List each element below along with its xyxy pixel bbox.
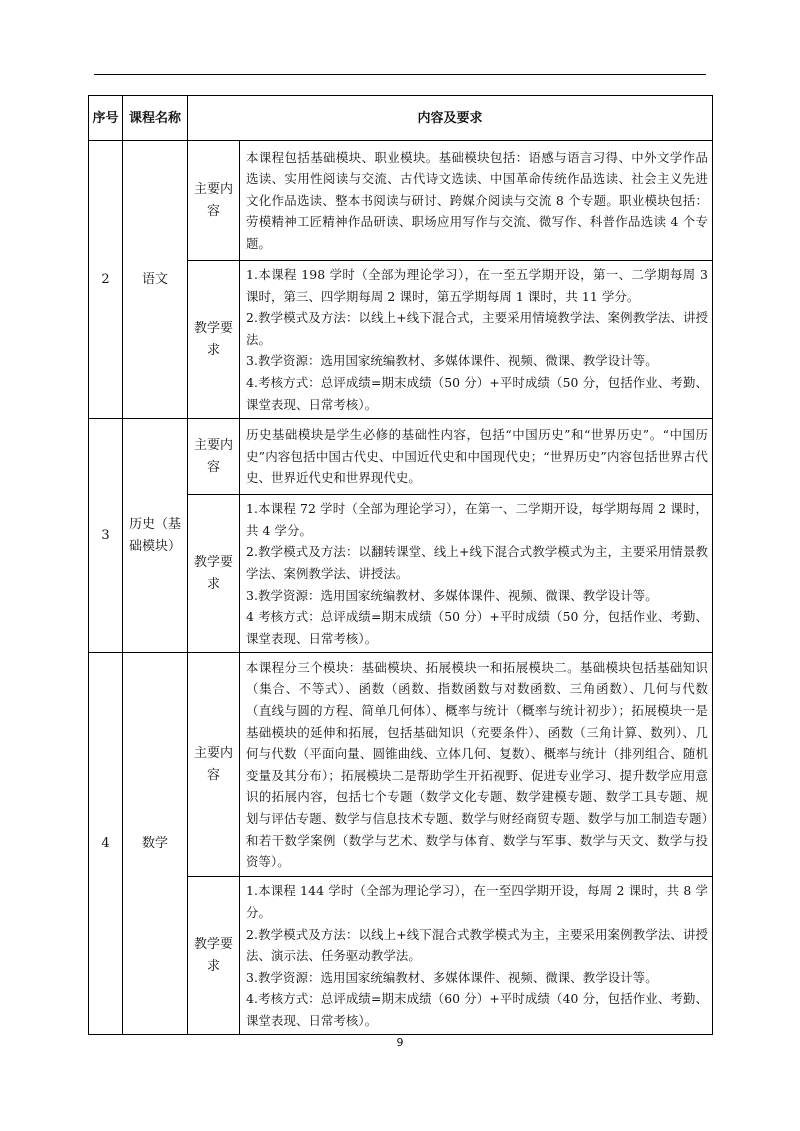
page-number: 9 (396, 1036, 404, 1049)
main-content: 本课程包括基础模块、职业模块。基础模块包括：语感与语言习得、中外文学作品选读、实用性阅读与交流、古代诗文选读、中国革命传统作品选读、社会主义先进文化作品选读、整本书阅读与研讨、跨媒介阅读与交流 8 个专题。职业模块包括：劳模精神工匠精神作品研读、职场应用写作与交流、微写作、科普作品选读 4 个专题。 (240, 141, 713, 261)
requirement-item: 1.本课程 72 学时（全部为理论学习），在第一、二学期开设，每学期每周 2 课时，共 4 学分。 (246, 501, 709, 538)
header-seq: 序号 (89, 96, 123, 141)
course-name: 语文 (123, 141, 188, 419)
main-content-label: 主要内容 (188, 653, 240, 877)
requirements-label: 教学要求 (188, 877, 240, 1035)
requirements (240, 495, 713, 653)
table-row (89, 653, 713, 877)
requirement-item: 4.考核方式：总评成绩=期末成绩（60 分）+平时成绩（40 分，包括作业、考勤、课堂表现、日常考核）。 (246, 991, 709, 1028)
header-rule (94, 74, 706, 75)
requirement-item: 2.教学模式及方法：以线上+线下混合式，主要采用情境教学法、案例教学法、讲授法。 (246, 310, 709, 347)
table-row (89, 141, 713, 261)
requirements (240, 261, 713, 419)
header-content: 内容及要求 (188, 96, 713, 141)
requirements-label: 教学要求 (188, 495, 240, 653)
requirement-item: 1.本课程 144 学时（全部为理论学习），在一至四学期开设，每周 2 课时，共 8 学分。 (246, 883, 709, 920)
requirement-item: 1.本课程 198 学时（全部为理论学习），在一至五学期开设，第一、二学期每周 3 课时，第三、四学期每周 2 课时，第五学期每周 1 课时，共 11 学分。 (246, 267, 709, 304)
course-name: 数学 (123, 653, 188, 1035)
main-content: 历史基础模块是学生必修的基础性内容，包括“中国历史”和“世界历史”。“中国历史”内容包括中国古代史、中国近代史和中国现代史；“世界历史”内容包括世界古代史、世界近代史和世界现代史。 (240, 419, 713, 495)
header-course-name: 课程名称 (123, 96, 188, 141)
main-content: 本课程分三个模块：基础模块、拓展模块一和拓展模块二。基础模块包括基础知识（集合、不等式）、函数（函数、指数函数与对数函数、三角函数）、几何与代数（直线与圆的方程、简单几何体）、概率与统计（概率与统计初步）；拓展模块一是基础模块的延伸和拓展，包括基础知识（充要条件）、函数（三角计算、数列）、几何与代数（平面向量、圆锥曲线、立体几何、复数）、概率与统计（排列组合、随机变量及其分布）；拓展模块二是帮助学生开拓视野、促进专业学习、提升数学应用意识的拓展内容，包括七个专题（数学文化专题、数学建模专题、数学工具专题、规划与评估专题、数学与信息技术专题、数学与财经商贸专题、数学与加工制造专题）和若干数学案例（数学与艺术、数学与体育、数学与军事、数学与天文、数学与投资等）。 (240, 653, 713, 877)
course-number: 2 (89, 141, 123, 419)
requirement-item: 3.教学资源：选用国家统编教材、多媒体课件、视频、微课、教学设计等。 (246, 587, 658, 603)
requirement-item: 2.教学模式及方法：以线上+线下混合式教学模式为主，主要采用案例教学法、讲授法、演示法、任务驱动教学法。 (246, 926, 709, 964)
requirement-item: 4 考核方式：总评成绩=期末成绩（50 分）+平时成绩（50 分，包括作业、考勤、课堂表现、日常考核）。 (246, 609, 709, 646)
requirement-item: 2.教学模式及方法：以翻转课堂、线上+线下混合式教学模式为主，主要采用情景教学法、案例教学法、讲授法。 (246, 544, 709, 581)
course-number: 4 (89, 653, 123, 1035)
requirement-item: 4.考核方式：总评成绩=期末成绩（50 分）+平时成绩（50 分，包括作业、考勤、课堂表现、日常考核）。 (246, 374, 709, 412)
requirements-label: 教学要求 (188, 261, 240, 419)
course-name: 历史（基础模块） (123, 419, 188, 653)
requirements (240, 877, 713, 1035)
table-row (89, 419, 713, 495)
main-content-label: 主要内容 (188, 141, 240, 261)
course-number: 3 (89, 419, 123, 653)
requirement-item: 3.教学资源：选用国家统编教材、多媒体课件、视频、微课、教学设计等。 (246, 969, 658, 985)
table-header-row (89, 96, 713, 141)
course-table (88, 95, 713, 1035)
main-content-label: 主要内容 (188, 419, 240, 495)
requirement-item: 3.教学资源：选用国家统编教材、多媒体课件、视频、微课、教学设计等。 (246, 353, 658, 369)
